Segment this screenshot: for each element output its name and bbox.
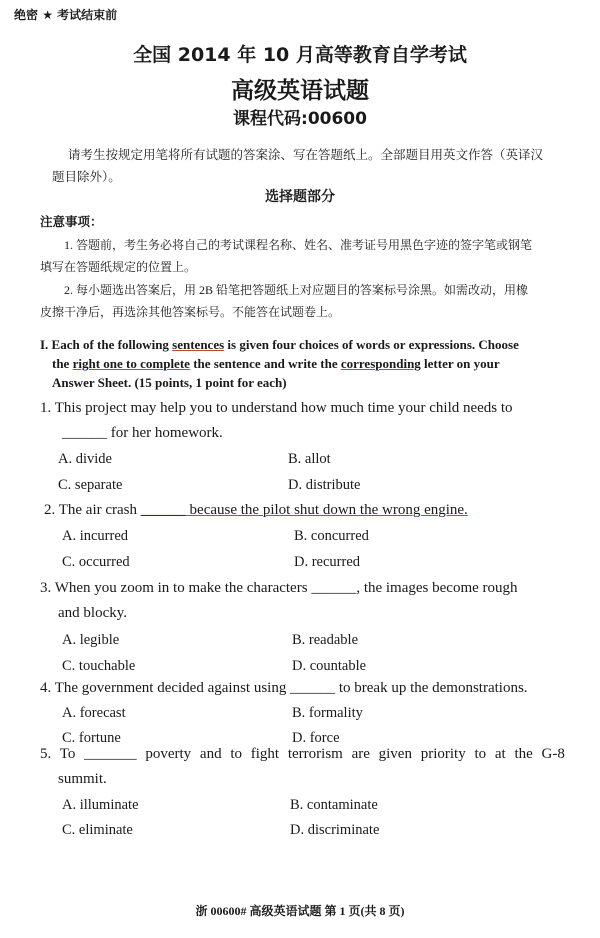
question-1-line-2: ______ for her homework. [62,425,223,441]
question-text: This project may help you to understand how much time your child needs to [54,400,513,416]
option-5a: A. illuminate [62,797,139,813]
notes-title: 注意事项： [40,214,103,229]
question-number: 5. [40,746,52,762]
question-2: 2. The air crash ______ because the pilot shut down the wrong engine. [44,502,468,518]
option-3a: A. legible [62,632,120,648]
intro-line-2: 题目除外）。 [52,169,121,184]
star-icon: ★ [42,8,53,22]
part1-line-2: the right one to complete the sentence and write the corresponding letter on your [52,356,500,371]
question-5: 5. To _______ poverty and to fight terrorism are given priority to at the G-8 [40,746,565,762]
confidential-label [14,6,117,23]
option-1c: C. separate [58,477,123,493]
course-code: 课程代码:00600 [233,109,367,129]
option-3b: B. readable [292,632,359,648]
question-4: 4. The government decided against using ______ to break up the demonstrations. [40,680,528,696]
option-3d: D. countable [292,658,367,674]
note-2-line-2: 皮擦干净后，再选涂其他答案标号。不能答在试题卷上。 [40,305,341,319]
part1-line-1: I. Each of the following sentences is given four choices of words or expressions. Choose [40,337,519,352]
question-text: The air crash [58,502,141,518]
note-1-line-1: 1. 答题前，考生务必将自己的考试课程名称、姓名、准考证号用黑色字迹的签字笔或钢笔 [64,238,533,252]
option-3c: C. touchable [62,658,136,674]
option-1d: D. distribute [288,477,361,493]
paper-title: 高级英语试题 [231,78,369,104]
answer-blank: ______ [311,580,357,596]
question-1 [40,400,513,417]
secret-mark: 绝密 [14,8,39,22]
option-2a: A. incurred [62,528,129,544]
question-number: 1. [40,400,52,416]
answer-blank: ______ [62,425,107,441]
option-4a: A. forecast [62,705,126,721]
option-4c: C. fortune [62,730,121,746]
question-number: 3. [40,580,52,596]
option-1b: B. allot [288,451,331,467]
note-1-line-2: 填写在答题纸规定的位置上。 [40,260,197,274]
answer-blank: ______ [140,502,186,518]
page-footer: 浙 00600# 高级英语试题 第 1 页(共 8 页) [195,904,405,918]
secret-note: 考试结束前 [57,8,118,22]
option-2b: B. concurred [294,528,369,544]
question-text: When you zoom in to make the characters [54,580,312,596]
option-2d: D. recurred [294,554,361,570]
answer-blank: ______ [290,680,336,696]
option-5c: C. eliminate [62,822,133,838]
question-number: 4. [40,680,52,696]
question-text: The government decided against using [54,680,291,696]
question-3-line-2: and blocky. [58,605,128,621]
option-5b: B. contaminate [290,797,378,813]
question-3: 3. When you zoom in to make the characters ______, the images become rough [40,580,518,596]
part1-line-3: Answer Sheet. (15 points, 1 point for each) [52,375,287,390]
question-text: To [59,746,85,762]
option-1a: A. divide [58,451,112,467]
answer-blank: _______ [84,746,137,762]
exam-title: 全国 2014 年 10 月高等教育自学考试 [133,44,467,66]
question-number: 2. [44,502,56,518]
question-5-line-2: summit. [58,771,107,787]
option-2c: C. occurred [62,554,130,570]
intro-line-1: 请考生按规定用笔将所有试题的答案涂、写在答题纸上。全部题目用英文作答（英译汉 [68,147,544,162]
option-4d: D. force [292,730,340,746]
section-title: 选择题部分 [265,189,335,205]
note-2-line-1: 2. 每小题选出答案后，用 2B 铅笔把答题纸上对应题目的答案标号涂黑。如需改动，用橡 [64,283,529,297]
option-4b: B. formality [292,705,363,721]
option-5d: D. discriminate [290,822,380,838]
